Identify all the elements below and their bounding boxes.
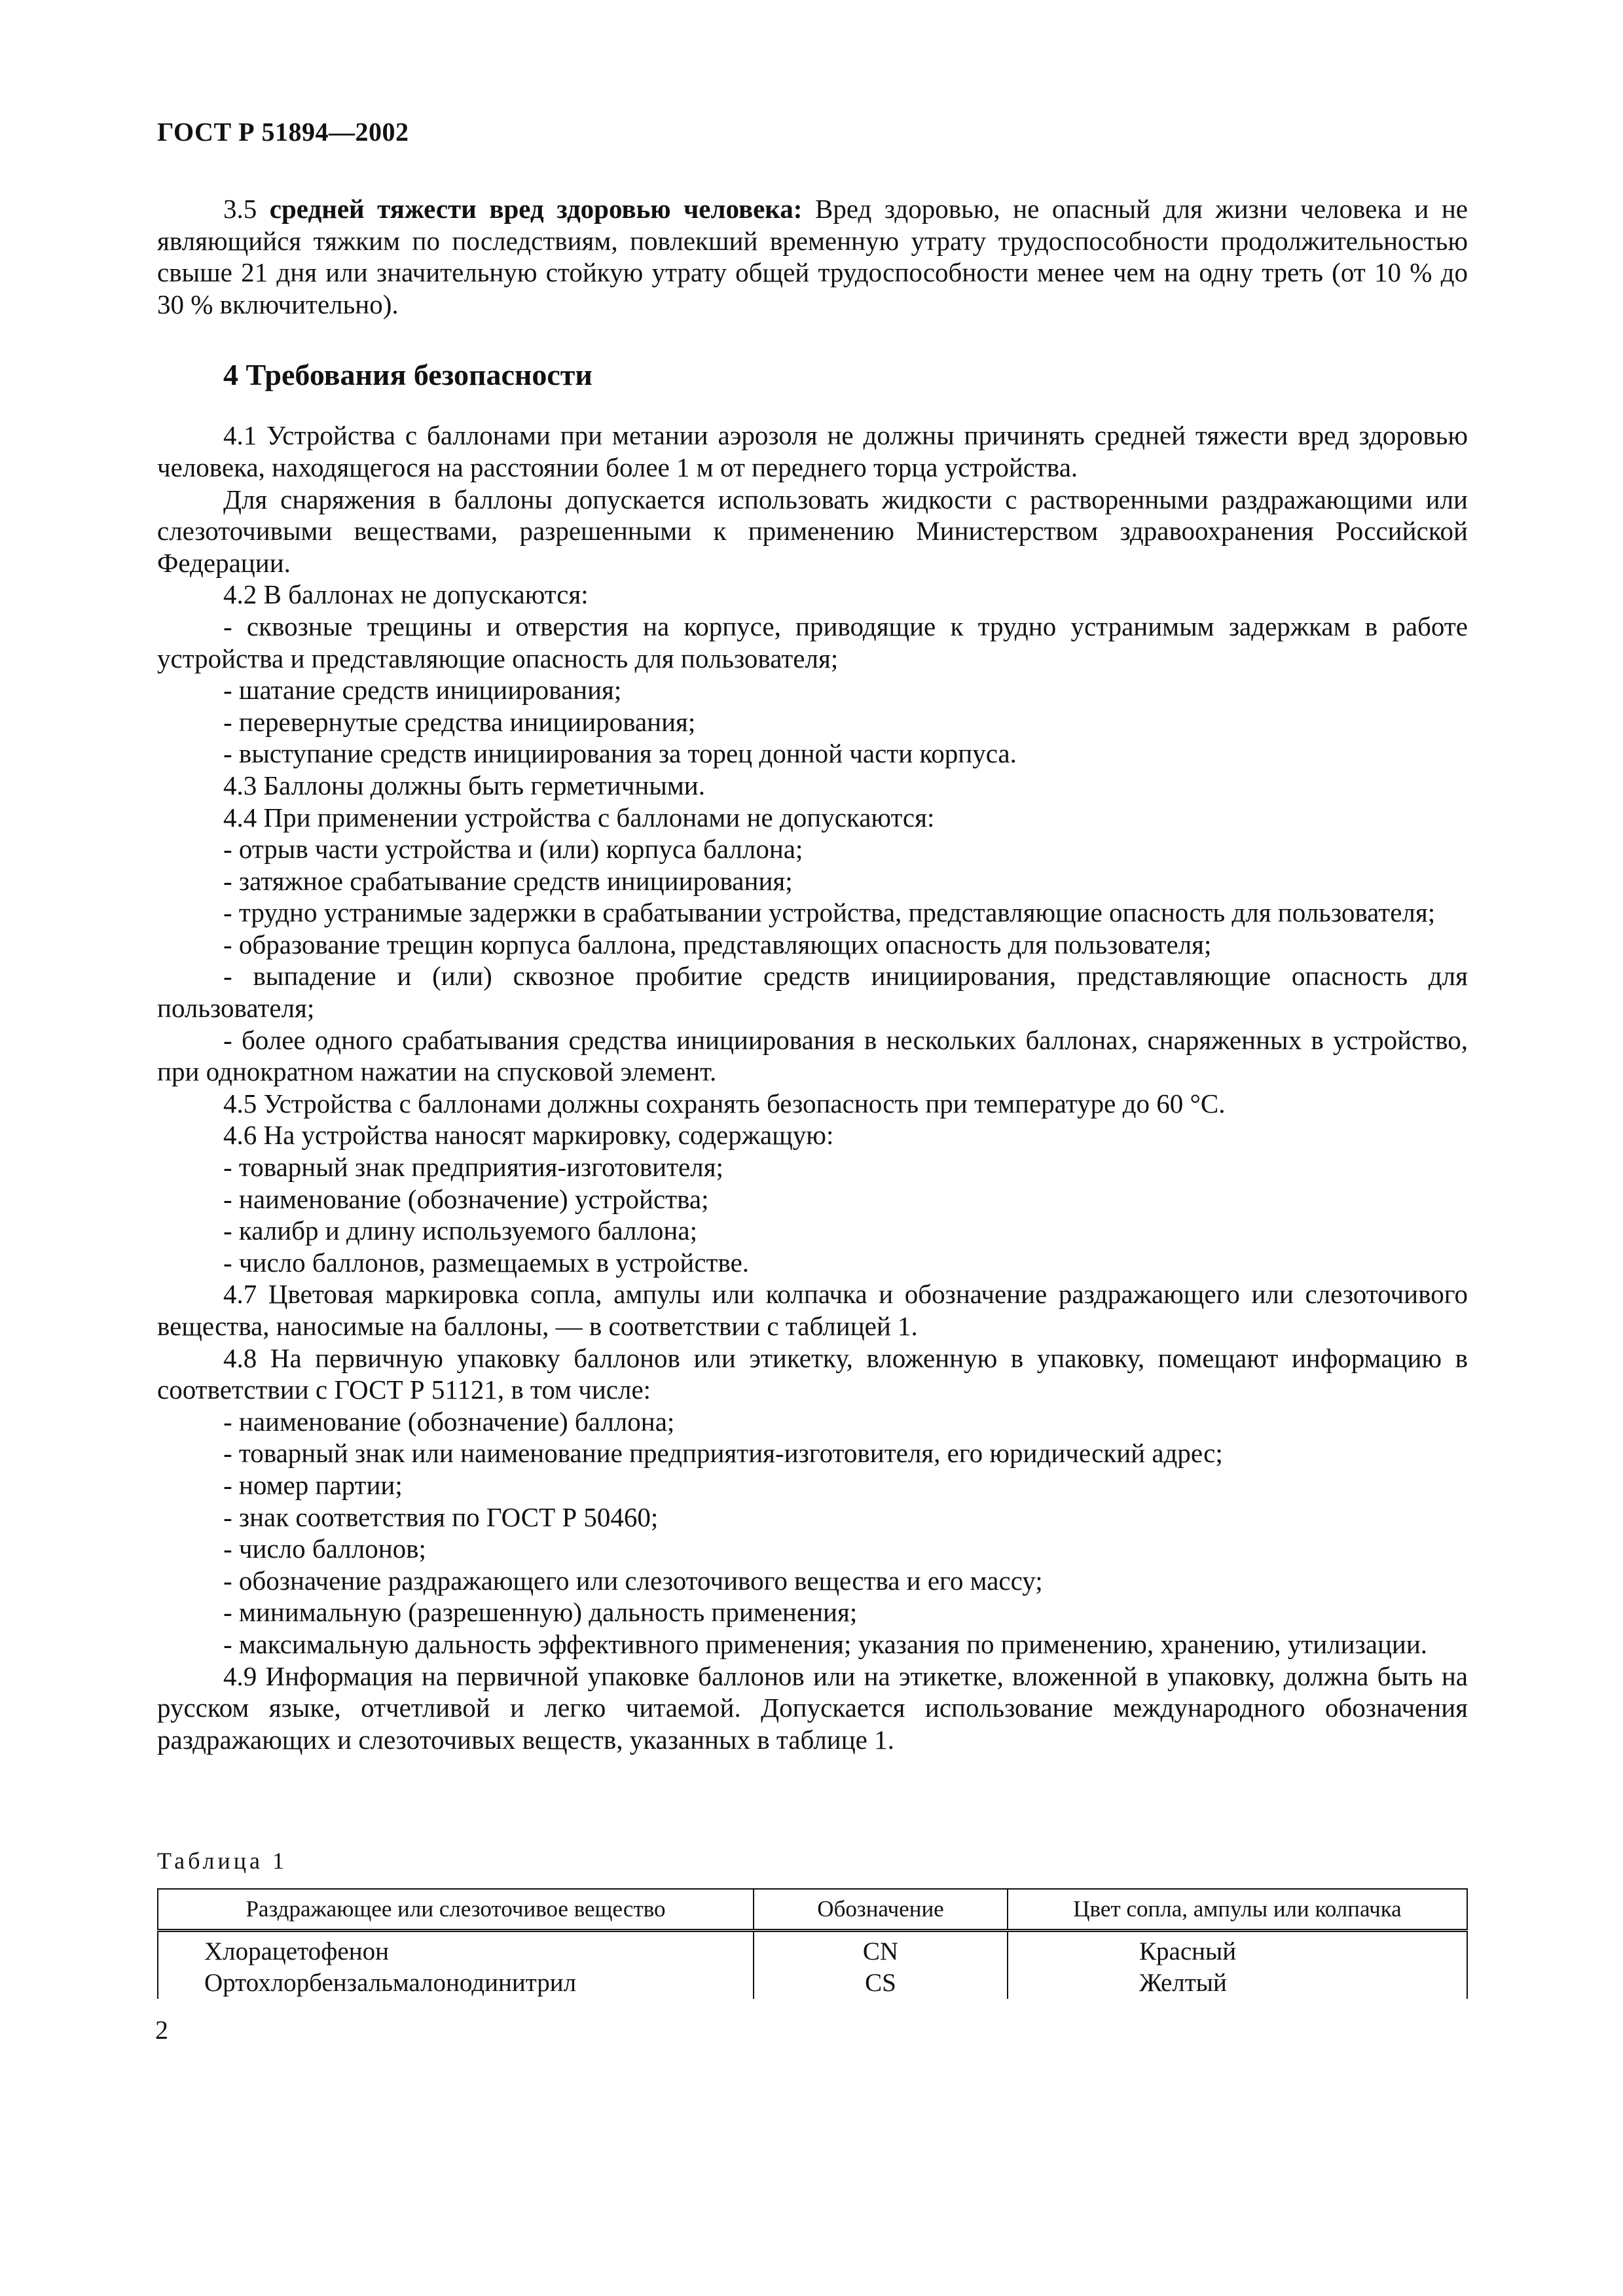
body-paragraph: - номер партии; [223,1469,403,1500]
body-paragraph: - калибр и длину используемого баллона; [223,1215,697,1246]
body-paragraph: - знак соответствия по ГОСТ Р 50460; [223,1501,659,1532]
body-paragraph: - шатание средств инициирования; [223,675,622,706]
body-paragraph: - выпадение и (или) сквозное пробитие средств инициирования, представляющие опасность для пользователя; [157,961,1468,1024]
table-header-row [158,1889,1467,1931]
table-cell-designation: CN [754,1931,1008,1968]
table-header-color: Цвет сопла, ампулы или колпачка [1008,1889,1467,1931]
definition-paragraph [157,193,1468,320]
table-cell-substance: Хлорацетофенон [158,1931,754,1968]
substances-table [157,1888,1468,1999]
table-caption: Таблица 1 [157,1848,287,1874]
table-row [158,1967,1467,1999]
table-cell-color: Желтый [1008,1967,1467,1999]
body-paragraph: - товарный знак или наименование предприятия-изготовителя, его юридический адрес; [223,1438,1223,1469]
table-cell-color: Красный [1008,1931,1467,1968]
body-paragraph: Для снаряжения в баллоны допускается использовать жидкости с растворенными раздражающими или слезоточивыми веществами, разрешенными к применению Министерством здравоохранения Российской Федерации. [157,484,1468,578]
body-paragraph: - наименование (обозначение) баллона; [223,1406,675,1437]
body-paragraph: - более одного срабатывания средства инициирования в нескольких баллонах, снаряженных в устройство, при однократном нажатии на спусковой элемент. [157,1024,1468,1087]
body-paragraph: - выступание средств инициирования за торец донной части корпуса. [223,738,1017,769]
document-header: ГОСТ Р 51894—2002 [157,117,409,147]
clause-number: 3.5 [223,194,270,224]
body-paragraph: - образование трещин корпуса баллона, представляющих опасность для пользователя; [223,929,1212,960]
body-paragraph: - минимальную (разрешенную) дальность применения; [223,1597,858,1628]
table-row [158,1931,1467,1968]
body-paragraph: 4.1 Устройства с баллонами при метании аэрозоля не должны причинять средней тяжести вред здоровью человека, находящегося на расстоянии более 1 м от переднего торца устройства. [157,420,1468,482]
section-heading: 4 Требования безопасности [223,358,593,392]
body-paragraph: - отрыв части устройства и (или) корпуса баллона; [223,834,803,865]
body-paragraph: - трудно устранимые задержки в срабатывании устройства, представляющие опасность для пользователя; [223,897,1436,928]
body-paragraph: 4.6 На устройства наносят маркировку, содержащую: [223,1120,834,1151]
body-paragraph: - затяжное срабатывание средств инициирования; [223,865,793,896]
body-paragraph: 4.8 На первичную упаковку баллонов или этикетку, вложенную в упаковку, помещают информацию в соответствии с ГОСТ Р 51121, в том числе: [157,1342,1468,1405]
body-paragraph: 4.9 Информация на первичной упаковке баллонов или на этикетке, вложенной в упаковку, должна быть на русском языке, отчетливой и легко читаемой. Допускается использование международного обозначения раздражающих и слезоточивых веществ, указанных в таблице 1. [157,1660,1468,1755]
body-paragraph: - перевернутые средства инициирования; [223,706,696,737]
document-body [157,193,1468,1755]
body-paragraph: 4.4 При применении устройства с баллонами не допускаются: [223,802,935,833]
defined-term: средней тяжести вред здоровью человека: [269,194,803,224]
table-header-substance: Раздражающее или слезоточивое вещество [158,1889,754,1931]
body-paragraph: - число баллонов, размещаемых в устройстве. [223,1247,750,1278]
body-paragraph: - число баллонов; [223,1534,426,1564]
table-cell-designation: CS [754,1967,1008,1999]
body-paragraph: - товарный знак предприятия-изготовителя; [223,1152,723,1183]
body-paragraph: 4.3 Баллоны должны быть герметичными. [223,770,705,800]
body-paragraph: - максимальную дальность эффективного применения; указания по применению, хранению, утилизации. [223,1628,1428,1659]
body-paragraph: 4.7 Цветовая маркировка сопла, ампулы или колпачка и обозначение раздражающего или слезоточивого вещества, наносимые на баллоны, — в соответствии с таблицей 1. [157,1279,1468,1341]
definition-text: Вред здоровью, не опасный для жизни человека и не являющийся тяжким по последствиям, повлекший временную утрату трудоспособности продолжительностью свыше 21 дня или значительную стойкую утрату общей трудоспособности менее чем на одну треть (от 10 % до 30 % включительно). [157,194,1468,319]
body-paragraph: 4.5 Устройства с баллонами должны сохранять безопасность при температуре до 60 °С. [223,1088,1226,1119]
body-paragraph: - сквозные трещины и отверстия на корпусе, приводящие к трудно устранимым задержкам в работе устройства и представляющие опасность для пользователя; [157,611,1468,673]
table-header-designation: Обозначение [754,1889,1008,1931]
body-paragraph: - обозначение раздражающего или слезоточивого вещества и его массу; [223,1565,1043,1596]
body-paragraph: 4.2 В баллонах не допускаются: [223,579,589,610]
table-cell-substance: Ортохлорбензальмалонодинитрил [158,1967,754,1999]
body-paragraph: - наименование (обозначение) устройства; [223,1183,709,1214]
page-number: 2 [155,2015,168,2045]
